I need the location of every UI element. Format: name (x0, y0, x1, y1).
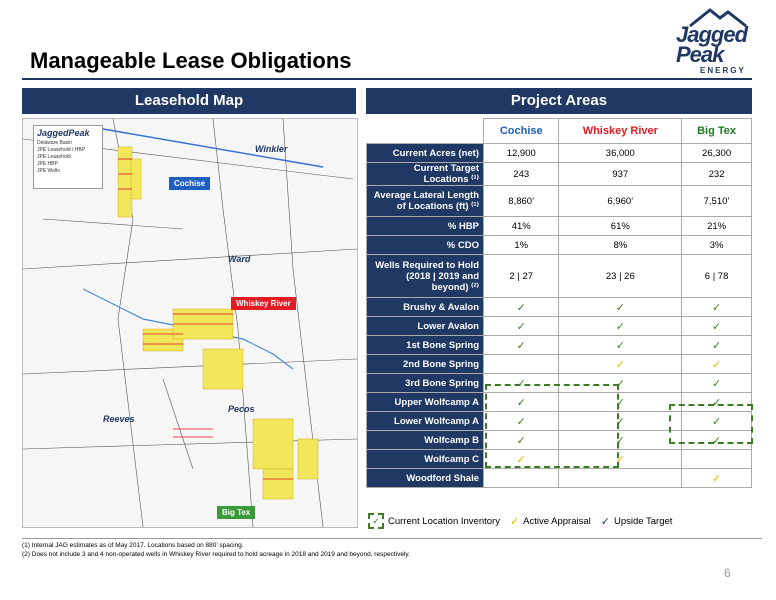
map-logo-name: JaggedPeak (37, 128, 90, 138)
check-icon (682, 317, 752, 336)
row-label: Woodford Shale (367, 469, 484, 488)
cell-value: 2 | 27 (484, 255, 559, 298)
row-label: Wolfcamp C (367, 450, 484, 469)
label-whiskey-river: Whiskey River (231, 297, 296, 310)
cell-value: 7,510’ (682, 186, 752, 217)
table-row (367, 236, 752, 255)
check-icon (682, 469, 752, 488)
legend-upside-icon: ✓ (600, 515, 610, 528)
row-label: Lower Wolfcamp A (367, 412, 484, 431)
cell-value: 8,860’ (484, 186, 559, 217)
county-reeves: Reeves (103, 414, 135, 424)
check-icon (682, 374, 752, 393)
county-pecos: Pecos (228, 404, 255, 414)
cell-value: 6 | 78 (682, 255, 752, 298)
cell-value: 23 | 26 (559, 255, 682, 298)
check-icon (484, 298, 559, 317)
check-icon: ✓ (615, 339, 625, 352)
legend-inventory-label: Current Location Inventory (388, 515, 500, 527)
map-legend-line: JPE HBP (37, 161, 58, 167)
cell-value: 937 (559, 163, 682, 186)
row-label: 1st Bone Spring (367, 336, 484, 355)
map-legend-line: JPE Leasehold (37, 154, 71, 160)
check-icon (559, 355, 682, 374)
label-big-tex: Big Tex (217, 506, 255, 519)
page-number: 6 (724, 566, 731, 580)
check-icon (682, 298, 752, 317)
row-label: Wells Required to Hold (2018 | 2019 and beyond) ⁽²⁾ (367, 255, 484, 298)
check-icon: ✓ (711, 301, 722, 314)
check-icon (484, 336, 559, 355)
check-icon: ✓ (516, 377, 526, 390)
logo-word-1: Jagged (676, 22, 748, 47)
check-icon: ✓ (516, 301, 526, 314)
table-row (367, 317, 752, 336)
col-cochise: Cochise (484, 119, 559, 144)
legend-inventory-icon: ✓ (368, 513, 384, 529)
col-big-tex: Big Tex (682, 119, 752, 144)
footnote-2: (2) Does not include 3 and 4 non-operated wells in Whiskey River required to hold acreage in 2018 and 2019 and beyond, respectively. (22, 551, 410, 558)
label-cochise: Cochise (169, 177, 210, 190)
check-icon: ✓ (615, 415, 625, 428)
title-rule (22, 78, 752, 80)
project-areas-header: Project Areas (366, 88, 752, 114)
footnotes (22, 538, 762, 559)
cell-value: 26,300 (682, 144, 752, 163)
company-logo (670, 6, 762, 78)
logo-word-2: Peak (676, 42, 724, 67)
check-icon: ✓ (516, 339, 526, 352)
row-label: 3rd Bone Spring (367, 374, 484, 393)
map-legend-line: JPE Wells (37, 168, 60, 174)
check-icon: ✓ (615, 358, 625, 371)
legend-appraisal-label: Active Appraisal (523, 515, 591, 527)
cell-value: 12,900 (484, 144, 559, 163)
cell-value (484, 355, 559, 374)
table-row (367, 298, 752, 317)
cell-value (484, 469, 559, 488)
col-whiskey-river: Whiskey River (559, 119, 682, 144)
county-ward: Ward (228, 254, 251, 264)
cell-value (682, 450, 752, 469)
map-legend-line: Delaware Basin (37, 140, 73, 146)
check-icon: ✓ (711, 377, 722, 390)
leasehold-map-header: Leasehold Map (22, 88, 356, 114)
highlight-box-big-tex (669, 404, 753, 444)
check-icon: ✓ (615, 396, 625, 409)
check-icon: ✓ (516, 320, 526, 333)
check-icon (559, 317, 682, 336)
check-icon: ✓ (711, 320, 722, 333)
row-label: Upper Wolfcamp A (367, 393, 484, 412)
row-label: % CDO (367, 236, 484, 255)
check-icon: ✓ (711, 396, 722, 409)
check-icon: ✓ (615, 453, 625, 466)
row-label: 2nd Bone Spring (367, 355, 484, 374)
cell-value: 41% (484, 217, 559, 236)
check-icon (682, 336, 752, 355)
check-icon: ✓ (615, 320, 625, 333)
table-row (367, 163, 752, 186)
cell-value (559, 469, 682, 488)
row-label: Current Acres (net) (367, 144, 484, 163)
cell-value: 61% (559, 217, 682, 236)
check-icon: ✓ (615, 434, 625, 447)
cell-value: 3% (682, 236, 752, 255)
table-row (367, 255, 752, 298)
cell-value: 8% (559, 236, 682, 255)
row-label: Lower Avalon (367, 317, 484, 336)
cell-value: 21% (682, 217, 752, 236)
check-icon: ✓ (711, 415, 722, 428)
check-icon: ✓ (516, 415, 526, 428)
table-row (367, 217, 752, 236)
check-icon: ✓ (516, 396, 526, 409)
footnote-1: (1) Internal JAG estimates as of May 2017. Locations based on 880’ spacing. (22, 542, 244, 549)
logo-word-3: ENERGY (700, 66, 746, 75)
check-icon: ✓ (516, 453, 526, 466)
row-label: % HBP (367, 217, 484, 236)
table-row (367, 336, 752, 355)
legend-appraisal-icon: ✓ (509, 515, 520, 528)
table-corner (367, 119, 484, 144)
check-icon: ✓ (711, 358, 722, 371)
table-row (367, 355, 752, 374)
map-legend-line: JPE Leasehold / HBP (37, 147, 86, 153)
leasehold-map (22, 118, 358, 528)
check-icon: ✓ (711, 339, 722, 352)
check-icon (559, 336, 682, 355)
cell-value: 243 (484, 163, 559, 186)
cell-value: 36,000 (559, 144, 682, 163)
legend (368, 513, 672, 529)
county-winkler: Winkler (255, 144, 288, 154)
cell-value: 1% (484, 236, 559, 255)
highlight-box-cochise (485, 384, 619, 468)
row-label: Brushy & Avalon (367, 298, 484, 317)
page-title: Manageable Lease Obligations (30, 48, 352, 73)
table-row (367, 186, 752, 217)
check-icon: ✓ (516, 434, 526, 447)
map-legend-box (33, 125, 103, 189)
row-label: Current Target Locations ⁽¹⁾ (367, 163, 484, 186)
row-label: Wolfcamp B (367, 431, 484, 450)
check-icon (559, 298, 682, 317)
cell-value: 232 (682, 163, 752, 186)
check-icon (484, 317, 559, 336)
legend-upside-label: Upside Target (613, 515, 673, 527)
check-icon: ✓ (711, 434, 722, 447)
check-icon (682, 355, 752, 374)
table-row (367, 144, 752, 163)
row-label: Average Lateral Length of Locations (ft) ⁽¹⁾ (367, 186, 484, 217)
check-icon: ✓ (615, 377, 625, 390)
check-icon: ✓ (711, 472, 722, 485)
table-row (367, 469, 752, 488)
cell-value: 6,960’ (559, 186, 682, 217)
check-icon: ✓ (615, 301, 625, 314)
